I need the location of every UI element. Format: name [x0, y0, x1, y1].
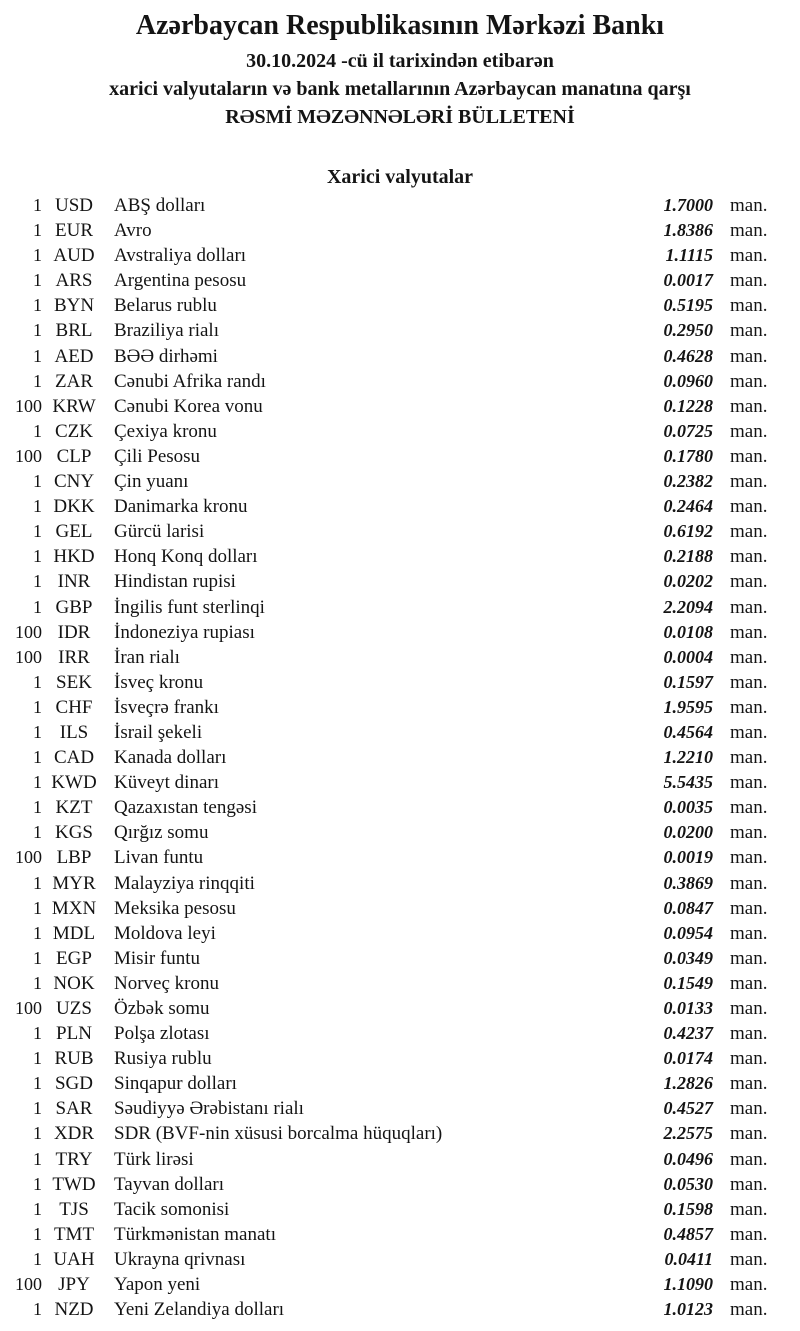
row-unit: man. [730, 822, 768, 844]
row-unit: man. [730, 998, 768, 1019]
row-unit: man. [730, 521, 768, 543]
row-currency-name: Özbək somu [114, 998, 210, 1019]
row-currency-name: Livan funtu [114, 847, 204, 869]
row-unit: man. [730, 747, 768, 769]
row-currency-code: NZD [54, 1299, 94, 1321]
row-rate: 1.2826 [663, 1073, 713, 1094]
row-currency-name: Yeni Zelandiya dolları [114, 1299, 285, 1321]
table-row [0, 521, 800, 546]
row-rate: 2.2575 [663, 1123, 713, 1144]
row-unit: man. [730, 1098, 768, 1120]
row-quantity: 100 [15, 1274, 42, 1295]
row-quantity: 1 [33, 1123, 42, 1144]
row-currency-name: BƏƏ dirhəmi [114, 345, 218, 367]
row-currency-code: TRY [55, 1148, 93, 1170]
row-unit: man. [730, 1023, 768, 1045]
row-quantity: 1 [33, 1073, 42, 1094]
row-rate: 1.8386 [663, 220, 713, 241]
row-currency-code: KRW [52, 395, 96, 417]
table-row [0, 1023, 800, 1048]
row-quantity: 1 [33, 320, 42, 341]
row-currency-name: Türkmənistan manatı [114, 1223, 276, 1245]
row-currency-name: Hindistan rupisi [114, 571, 236, 593]
row-rate: 0.0725 [663, 420, 713, 441]
table-row [0, 822, 800, 847]
row-quantity: 1 [33, 370, 42, 391]
row-unit: man. [730, 1073, 768, 1095]
row-unit: man. [730, 797, 768, 819]
row-currency-name: SDR (BVF-nin xüsusi borcalma hüquqları) [114, 1123, 443, 1145]
row-rate: 5.5435 [663, 772, 713, 793]
currency-table [0, 195, 800, 1324]
row-currency-name: Tayvan dolları [114, 1173, 224, 1195]
table-row [0, 898, 800, 923]
row-unit: man. [730, 947, 768, 969]
row-currency-code: KZT [55, 797, 93, 819]
table-row [0, 1274, 800, 1299]
row-unit: man. [730, 671, 768, 693]
bank-title: Azərbaycan Respublikasının Mərkəzi Bankı [135, 10, 665, 41]
row-unit: man. [730, 220, 768, 242]
row-quantity: 1 [33, 947, 42, 968]
row-currency-name: İngilis funt sterlinqi [114, 596, 265, 618]
table-row [0, 1174, 800, 1199]
row-currency-name: Braziliya rialı [114, 320, 219, 342]
row-unit: man. [730, 772, 768, 794]
row-currency-code: CAD [53, 747, 95, 769]
row-currency-code: GEL [55, 521, 93, 543]
row-rate: 0.2464 [663, 496, 713, 517]
row-currency-code: XDR [53, 1123, 95, 1145]
row-quantity: 100 [15, 646, 42, 667]
table-row [0, 421, 800, 446]
row-rate: 0.4857 [663, 1223, 713, 1244]
row-rate: 0.0349 [663, 947, 713, 968]
row-rate: 0.2188 [663, 546, 713, 567]
row-rate: 1.0123 [663, 1299, 713, 1320]
row-unit: man. [730, 445, 768, 467]
row-unit: man. [730, 1173, 768, 1195]
row-quantity: 1 [33, 872, 42, 893]
row-currency-name: İsveçrə frankı [114, 696, 219, 718]
row-currency-name: Çili Pesosu [114, 445, 201, 467]
table-row [0, 446, 800, 471]
row-currency-name: İsveç kronu [114, 671, 204, 693]
row-currency-name: Polşa zlotası [114, 1023, 210, 1045]
row-unit: man. [730, 1148, 768, 1170]
row-rate: 0.1598 [663, 1198, 713, 1219]
table-row [0, 847, 800, 872]
row-currency-name: Rusiya rublu [114, 1048, 212, 1070]
row-rate: 0.0133 [663, 998, 713, 1018]
row-unit: man. [730, 972, 768, 994]
row-unit: man. [730, 471, 768, 493]
table-row [0, 1224, 800, 1249]
row-currency-name: Qazaxıstan tengəsi [114, 797, 257, 819]
row-rate: 0.6192 [663, 521, 713, 542]
row-quantity: 1 [33, 671, 42, 692]
row-currency-code: LBP [56, 847, 92, 869]
row-currency-name: ABŞ dolları [114, 195, 206, 216]
row-quantity: 1 [33, 1098, 42, 1119]
table-row [0, 697, 800, 722]
row-quantity: 1 [33, 772, 42, 793]
row-quantity: 1 [33, 1248, 42, 1269]
row-rate: 0.5195 [663, 295, 713, 316]
table-row [0, 1249, 800, 1274]
table-row [0, 1048, 800, 1073]
row-currency-name: Danimarka kronu [114, 496, 248, 518]
table-row [0, 1199, 800, 1224]
table-row [0, 722, 800, 747]
row-currency-code: RUB [54, 1048, 94, 1070]
table-row [0, 220, 800, 245]
row-unit: man. [730, 1223, 768, 1245]
table-row [0, 1073, 800, 1098]
row-rate: 0.1549 [663, 972, 713, 993]
effective-date-line: 30.10.2024 -cü il tarixindən etibarən [246, 50, 554, 72]
row-unit: man. [730, 320, 768, 342]
row-currency-code: UZS [56, 998, 92, 1019]
row-currency-name: Cənubi Korea vonu [114, 395, 263, 417]
row-currency-code: IDR [57, 621, 91, 643]
bulletin-title: RƏSMİ MƏZƏNNƏLƏRİ BÜLLETENİ [225, 106, 575, 128]
row-currency-name: Kanada dolları [114, 747, 227, 769]
row-currency-code: AED [54, 345, 94, 367]
row-currency-code: IRR [58, 646, 90, 668]
row-quantity: 100 [15, 395, 42, 416]
row-rate: 0.4237 [663, 1023, 713, 1044]
row-quantity: 1 [33, 1173, 42, 1194]
row-quantity: 1 [33, 747, 42, 768]
row-unit: man. [730, 596, 768, 618]
row-currency-name: Norveç kronu [114, 972, 219, 994]
row-currency-code: KGS [54, 822, 93, 844]
row-rate: 1.9595 [663, 696, 713, 717]
row-unit: man. [730, 897, 768, 919]
row-currency-name: Yapon yeni [114, 1274, 201, 1296]
row-currency-name: Sinqapur dolları [114, 1073, 237, 1095]
row-rate: 0.0411 [664, 1248, 713, 1269]
row-unit: man. [730, 571, 768, 593]
row-currency-code: EUR [55, 220, 93, 242]
table-row [0, 245, 800, 270]
row-rate: 0.0108 [663, 621, 713, 642]
row-unit: man. [730, 420, 768, 442]
row-currency-code: ILS [59, 721, 89, 743]
row-currency-code: EGP [56, 947, 92, 969]
row-unit: man. [730, 245, 768, 267]
row-currency-code: AUD [53, 245, 95, 267]
row-currency-code: CLP [56, 445, 92, 467]
row-currency-code: ARS [55, 270, 93, 292]
table-row [0, 622, 800, 647]
row-rate: 0.1780 [663, 445, 713, 466]
table-row [0, 797, 800, 822]
row-unit: man. [730, 1299, 768, 1321]
table-row [0, 647, 800, 672]
row-rate: 0.4527 [663, 1098, 713, 1119]
row-currency-code: SAR [55, 1098, 93, 1120]
row-quantity: 1 [33, 897, 42, 918]
row-currency-code: UAH [53, 1248, 95, 1270]
row-quantity: 1 [33, 797, 42, 818]
row-quantity: 1 [33, 1148, 42, 1169]
row-currency-code: JPY [58, 1274, 90, 1296]
row-quantity: 1 [33, 496, 42, 517]
row-currency-code: HKD [53, 546, 95, 568]
table-row [0, 371, 800, 396]
row-currency-name: İran rialı [114, 646, 180, 668]
row-rate: 1.7000 [663, 195, 713, 215]
table-row [0, 1299, 800, 1324]
row-rate: 0.0847 [663, 897, 713, 918]
row-currency-code: CZK [55, 420, 93, 442]
row-currency-code: MYR [52, 872, 96, 894]
row-quantity: 1 [33, 245, 42, 266]
row-quantity: 1 [33, 546, 42, 567]
row-currency-code: SGD [54, 1073, 93, 1095]
table-row [0, 396, 800, 421]
row-quantity: 1 [33, 420, 42, 441]
row-rate: 0.0202 [663, 571, 713, 592]
row-currency-name: İsrail şekeli [114, 721, 203, 743]
row-quantity: 1 [33, 220, 42, 241]
row-currency-name: Misir funtu [114, 947, 201, 969]
row-quantity: 1 [33, 1223, 42, 1244]
row-rate: 0.0174 [663, 1048, 713, 1069]
row-rate: 0.0960 [663, 370, 713, 391]
row-rate: 0.4628 [663, 345, 713, 366]
row-unit: man. [730, 345, 768, 367]
row-unit: man. [730, 195, 768, 216]
row-quantity: 1 [33, 295, 42, 316]
row-quantity: 1 [33, 696, 42, 717]
row-unit: man. [730, 696, 768, 718]
table-row [0, 571, 800, 596]
row-currency-name: Səudiyyə Ərəbistanı rialı [114, 1098, 304, 1120]
row-quantity: 1 [33, 1299, 42, 1320]
row-unit: man. [730, 621, 768, 643]
row-currency-code: ZAR [55, 370, 93, 392]
row-rate: 1.1090 [663, 1274, 713, 1295]
row-rate: 0.0200 [663, 822, 713, 843]
row-quantity: 1 [33, 822, 42, 843]
row-currency-code: TMT [53, 1223, 95, 1245]
row-unit: man. [730, 1198, 768, 1220]
row-rate: 0.1597 [663, 671, 713, 692]
row-quantity: 1 [33, 922, 42, 943]
row-currency-code: USD [54, 195, 93, 216]
row-currency-code: CNY [53, 471, 95, 493]
row-unit: man. [730, 496, 768, 518]
row-currency-code: MDL [52, 922, 96, 944]
row-currency-name: İndoneziya rupiası [114, 621, 255, 643]
row-currency-code: PLN [56, 1023, 92, 1045]
row-currency-code: TJS [59, 1198, 89, 1220]
table-row [0, 597, 800, 622]
row-currency-name: Argentina pesosu [114, 270, 247, 292]
row-quantity: 1 [33, 1048, 42, 1069]
row-currency-name: Meksika pesosu [114, 897, 236, 919]
row-rate: 0.4564 [663, 721, 713, 742]
table-row [0, 270, 800, 295]
row-quantity: 1 [33, 721, 42, 742]
table-row [0, 973, 800, 998]
row-quantity: 1 [33, 596, 42, 617]
row-unit: man. [730, 922, 768, 944]
table-row [0, 772, 800, 797]
row-currency-name: Tacik somonisi [114, 1198, 230, 1220]
row-quantity: 1 [33, 471, 42, 492]
row-rate: 0.0530 [663, 1173, 713, 1194]
row-unit: man. [730, 721, 768, 743]
row-quantity: 1 [33, 270, 42, 291]
row-currency-name: Honq Konq dolları [114, 546, 258, 568]
row-rate: 0.3869 [663, 872, 713, 893]
row-rate: 0.0954 [663, 922, 713, 943]
row-currency-name: Türk lirəsi [114, 1148, 194, 1170]
table-row [0, 923, 800, 948]
row-unit: man. [730, 270, 768, 292]
row-currency-name: Küveyt dinarı [114, 772, 220, 794]
row-currency-name: Çin yuanı [114, 471, 189, 493]
row-currency-code: GBP [55, 596, 93, 618]
table-row [0, 1098, 800, 1123]
table-row [0, 471, 800, 496]
table-row [0, 546, 800, 571]
row-currency-code: MXN [51, 897, 97, 919]
row-rate: 0.2382 [663, 471, 713, 492]
row-unit: man. [730, 872, 768, 894]
row-rate: 0.0017 [663, 270, 713, 291]
row-currency-code: INR [57, 571, 91, 593]
table-row [0, 195, 800, 220]
row-rate: 0.0004 [663, 646, 713, 667]
row-currency-name: Belarus rublu [114, 295, 217, 317]
row-unit: man. [730, 370, 768, 392]
row-currency-code: TWD [52, 1173, 96, 1195]
row-unit: man. [730, 546, 768, 568]
row-quantity: 100 [15, 998, 42, 1018]
row-currency-name: Çexiya kronu [114, 420, 217, 442]
row-quantity: 1 [33, 1023, 42, 1044]
row-unit: man. [730, 395, 768, 417]
row-currency-code: BRL [55, 320, 93, 342]
table-row [0, 672, 800, 697]
row-currency-name: Avstraliya dolları [114, 245, 247, 267]
row-unit: man. [730, 1048, 768, 1070]
table-row [0, 1123, 800, 1148]
row-currency-code: NOK [53, 972, 95, 994]
row-quantity: 1 [33, 521, 42, 542]
row-currency-code: CHF [55, 696, 93, 718]
section-title-foreign-currencies: Xarici valyutalar [326, 166, 474, 188]
row-currency-name: Ukrayna qrivnası [114, 1248, 246, 1270]
table-row [0, 948, 800, 973]
row-currency-code: DKK [53, 496, 95, 518]
row-rate: 0.0019 [663, 847, 713, 868]
row-currency-name: Qırğız somu [114, 822, 209, 844]
row-currency-name: Malayziya rinqqiti [114, 872, 255, 894]
table-row [0, 747, 800, 772]
table-row [0, 320, 800, 345]
table-row [0, 295, 800, 320]
row-quantity: 1 [33, 195, 42, 215]
row-quantity: 100 [15, 621, 42, 642]
table-row [0, 1149, 800, 1174]
row-rate: 0.0496 [663, 1148, 713, 1169]
table-row [0, 346, 800, 371]
row-unit: man. [730, 1274, 768, 1296]
scope-line: xarici valyutaların və bank metallarının Azərbaycan manatına qarşı [109, 78, 691, 100]
row-currency-name: Avro [114, 220, 152, 242]
row-quantity: 100 [15, 445, 42, 466]
row-rate: 0.1228 [663, 395, 713, 416]
row-unit: man. [730, 646, 768, 668]
row-quantity: 100 [15, 847, 42, 868]
row-rate: 0.0035 [663, 797, 713, 818]
row-rate: 0.2950 [663, 320, 713, 341]
row-rate: 1.2210 [663, 747, 713, 768]
row-currency-code: KWD [51, 772, 97, 794]
row-currency-name: Moldova leyi [114, 922, 216, 944]
row-currency-name: Gürcü larisi [114, 521, 205, 543]
row-unit: man. [730, 1123, 768, 1145]
table-row [0, 873, 800, 898]
row-quantity: 1 [33, 1198, 42, 1219]
row-unit: man. [730, 1248, 768, 1270]
row-rate: 2.2094 [663, 596, 713, 617]
document-header [0, 9, 800, 130]
row-currency-code: BYN [53, 295, 95, 317]
row-currency-code: SEK [56, 671, 92, 693]
table-row [0, 998, 800, 1023]
row-unit: man. [730, 847, 768, 869]
row-rate: 1.1115 [665, 245, 713, 266]
table-row [0, 496, 800, 521]
row-currency-name: Cənubi Afrika randı [114, 370, 266, 392]
row-quantity: 1 [33, 571, 42, 592]
row-unit: man. [730, 295, 768, 317]
row-quantity: 1 [33, 972, 42, 993]
row-quantity: 1 [33, 345, 42, 366]
